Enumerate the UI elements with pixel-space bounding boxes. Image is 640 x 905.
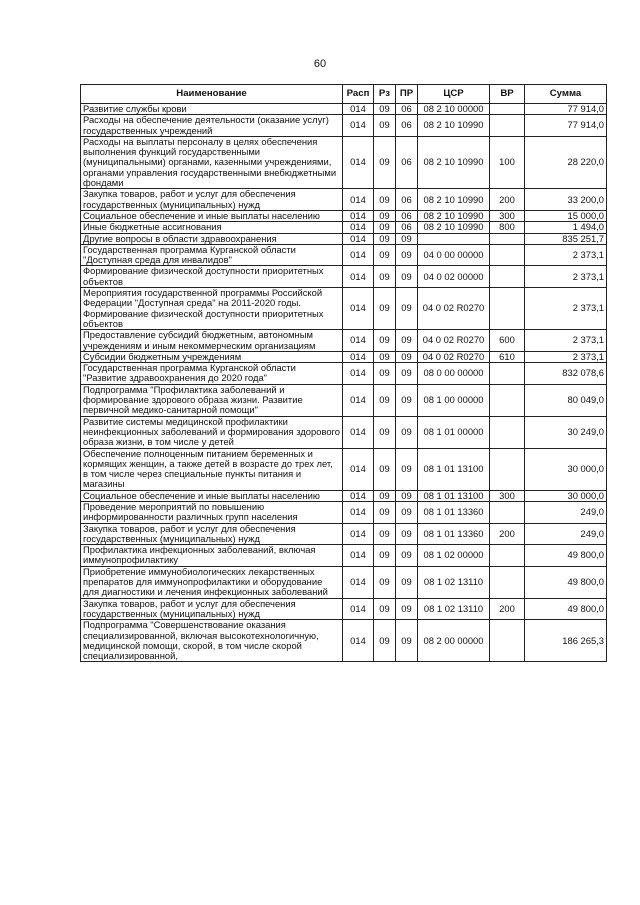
row-rasp: 014 xyxy=(343,501,374,523)
row-name: Расходы на выплаты персоналу в целях обеспечения выполнения функций государственными (муниципальными) органами, казенными учреждениями, органами управления государственными внебюджетными фондами xyxy=(81,136,343,188)
table-row xyxy=(81,620,607,662)
row-pr: 06 xyxy=(396,136,418,188)
row-rasp: 014 xyxy=(343,545,374,567)
row-rasp: 014 xyxy=(343,189,374,211)
row-rasp: 014 xyxy=(343,136,374,188)
row-name: Закупка товаров, работ и услуг для обеспечения государственных (муниципальных) нужд xyxy=(81,523,343,545)
table-row xyxy=(81,115,607,137)
row-rasp: 014 xyxy=(343,620,374,662)
row-vr xyxy=(490,416,525,448)
row-csr: 08 2 10 10990 xyxy=(418,189,490,211)
row-rasp: 014 xyxy=(343,523,374,545)
row-pr: 09 xyxy=(396,233,418,244)
row-rasp: 014 xyxy=(343,233,374,244)
row-rz: 09 xyxy=(374,448,396,490)
table-row xyxy=(81,523,607,545)
row-vr xyxy=(490,448,525,490)
column-header-pr: ПР xyxy=(396,85,418,104)
row-rz: 09 xyxy=(374,233,396,244)
row-vr xyxy=(490,288,525,330)
row-sum: 28 220,0 xyxy=(525,136,607,188)
row-sum: 33 200,0 xyxy=(525,189,607,211)
row-name: Приобретение иммунобиологических лекарственных препаратов для иммунопрофилактики и оборудование для диагностики и лечения инфекционных заболеваний xyxy=(81,566,343,598)
row-pr: 09 xyxy=(396,288,418,330)
row-pr: 09 xyxy=(396,351,418,362)
row-rz: 09 xyxy=(374,136,396,188)
row-pr: 06 xyxy=(396,104,418,115)
row-csr: 08 1 01 13100 xyxy=(418,448,490,490)
row-rz: 09 xyxy=(374,222,396,233)
row-csr: 08 2 10 00000 xyxy=(418,104,490,115)
row-rz: 09 xyxy=(374,330,396,352)
row-vr xyxy=(490,384,525,416)
row-sum: 249,0 xyxy=(525,501,607,523)
row-pr: 09 xyxy=(396,448,418,490)
column-header-vr: ВР xyxy=(490,85,525,104)
row-rz: 09 xyxy=(374,189,396,211)
row-rasp: 014 xyxy=(343,104,374,115)
row-sum: 832 078,6 xyxy=(525,363,607,385)
page-number: 60 xyxy=(313,58,327,70)
row-csr: 08 2 00 00000 xyxy=(418,620,490,662)
table-row xyxy=(81,136,607,188)
row-rz: 09 xyxy=(374,363,396,385)
row-vr: 300 xyxy=(490,210,525,221)
row-vr xyxy=(490,363,525,385)
row-pr: 06 xyxy=(396,222,418,233)
row-name: Расходы на обеспечение деятельности (оказание услуг) государственных учреждений xyxy=(81,115,343,137)
row-rz: 09 xyxy=(374,620,396,662)
row-vr: 200 xyxy=(490,523,525,545)
row-sum: 30 000,0 xyxy=(525,448,607,490)
row-sum: 1 494,0 xyxy=(525,222,607,233)
row-rz: 09 xyxy=(374,266,396,288)
row-rasp: 014 xyxy=(343,384,374,416)
row-pr: 09 xyxy=(396,266,418,288)
row-pr: 09 xyxy=(396,545,418,567)
row-rasp: 014 xyxy=(343,115,374,137)
row-csr: 04 0 02 R0270 xyxy=(418,288,490,330)
row-name: Мероприятия государственной программы Российской Федерации "Доступная среда" на 2011-2020 годы. Формирование физической доступности приоритетных объектов xyxy=(81,288,343,330)
row-rasp: 014 xyxy=(343,490,374,501)
row-name: Развитие системы медицинской профилактики неинфекционных заболеваний и формирования здорового образа жизни, в том числе у детей xyxy=(81,416,343,448)
row-vr xyxy=(490,233,525,244)
row-name: Субсидии бюджетным учреждениям xyxy=(81,351,343,362)
column-header-name: Наименование xyxy=(81,85,343,104)
table-row xyxy=(81,545,607,567)
row-sum: 49 800,0 xyxy=(525,566,607,598)
row-name: Закупка товаров, работ и услуг для обеспечения государственных (муниципальных) нужд xyxy=(81,598,343,620)
row-vr: 610 xyxy=(490,351,525,362)
row-pr: 06 xyxy=(396,115,418,137)
row-rasp: 014 xyxy=(343,244,374,266)
row-name: Социальное обеспечение и иные выплаты населению xyxy=(81,490,343,501)
row-rz: 09 xyxy=(374,523,396,545)
row-rz: 09 xyxy=(374,598,396,620)
row-sum: 2 373,1 xyxy=(525,351,607,362)
row-name: Предоставление субсидий бюджетным, автономным учреждениям и иным некоммерческим организациям xyxy=(81,330,343,352)
row-pr: 09 xyxy=(396,363,418,385)
row-name: Подпрограмма "Совершенствование оказания специализированной, включая высокотехнологичную, медицинской помощи, скорой, в том числе скорой специализированной, xyxy=(81,620,343,662)
table-row xyxy=(81,104,607,115)
table-row xyxy=(81,288,607,330)
row-sum: 30 249,0 xyxy=(525,416,607,448)
row-sum: 2 373,1 xyxy=(525,244,607,266)
row-name: Другие вопросы в области здравоохранения xyxy=(81,233,343,244)
row-pr: 09 xyxy=(396,416,418,448)
row-csr: 08 1 01 13360 xyxy=(418,501,490,523)
column-header-csr: ЦСР xyxy=(418,85,490,104)
row-vr xyxy=(490,501,525,523)
table-row xyxy=(81,566,607,598)
table-row xyxy=(81,330,607,352)
row-vr: 100 xyxy=(490,136,525,188)
row-rasp: 014 xyxy=(343,222,374,233)
row-rasp: 014 xyxy=(343,566,374,598)
table-row xyxy=(81,244,607,266)
row-vr xyxy=(490,566,525,598)
row-sum: 49 800,0 xyxy=(525,545,607,567)
row-rz: 09 xyxy=(374,288,396,330)
row-pr: 06 xyxy=(396,210,418,221)
table-row xyxy=(81,490,607,501)
row-csr: 08 1 01 13100 xyxy=(418,490,490,501)
row-pr: 09 xyxy=(396,598,418,620)
row-csr xyxy=(418,233,490,244)
row-csr: 08 2 10 10990 xyxy=(418,222,490,233)
table-header-row xyxy=(81,85,607,104)
row-vr xyxy=(490,545,525,567)
row-pr: 09 xyxy=(396,523,418,545)
row-csr: 04 0 02 R0270 xyxy=(418,351,490,362)
row-csr: 08 0 00 00000 xyxy=(418,363,490,385)
row-vr xyxy=(490,620,525,662)
column-header-rz: Рз xyxy=(374,85,396,104)
row-csr: 04 0 00 00000 xyxy=(418,244,490,266)
row-name: Профилактика инфекционных заболеваний, включая иммунопрофилактику xyxy=(81,545,343,567)
row-csr: 08 1 02 00000 xyxy=(418,545,490,567)
row-rasp: 014 xyxy=(343,598,374,620)
table-row xyxy=(81,416,607,448)
row-csr: 08 2 10 10990 xyxy=(418,210,490,221)
column-header-sum: Сумма xyxy=(525,85,607,104)
row-sum: 49 800,0 xyxy=(525,598,607,620)
row-sum: 77 914,0 xyxy=(525,115,607,137)
row-sum: 80 049,0 xyxy=(525,384,607,416)
table-row xyxy=(81,501,607,523)
row-vr xyxy=(490,244,525,266)
row-name: Закупка товаров, работ и услуг для обеспечения государственных (муниципальных) нужд xyxy=(81,189,343,211)
row-csr: 08 1 00 00000 xyxy=(418,384,490,416)
table-row xyxy=(81,233,607,244)
row-name: Государственная программа Курганской области "Развитие здравоохранения до 2020 года" xyxy=(81,363,343,385)
row-sum: 186 265,3 xyxy=(525,620,607,662)
row-name: Проведение мероприятий по повышению информированности различных групп населения xyxy=(81,501,343,523)
row-rz: 09 xyxy=(374,545,396,567)
row-csr: 04 0 02 00000 xyxy=(418,266,490,288)
row-sum: 835 251,7 xyxy=(525,233,607,244)
row-pr: 09 xyxy=(396,490,418,501)
table-row xyxy=(81,384,607,416)
row-sum: 2 373,1 xyxy=(525,330,607,352)
budget-table xyxy=(80,84,607,662)
row-rz: 09 xyxy=(374,244,396,266)
row-rasp: 014 xyxy=(343,266,374,288)
row-csr: 08 2 10 10990 xyxy=(418,136,490,188)
row-name: Подпрограмма "Профилактика заболеваний и формирование здорового образа жизни. Развитие первичной медико-санитарной помощи" xyxy=(81,384,343,416)
column-header-rasp: Расп xyxy=(343,85,374,104)
table-row xyxy=(81,363,607,385)
row-rz: 09 xyxy=(374,501,396,523)
row-sum: 30 000,0 xyxy=(525,490,607,501)
row-rz: 09 xyxy=(374,490,396,501)
row-sum: 2 373,1 xyxy=(525,288,607,330)
table-row xyxy=(81,222,607,233)
table-row xyxy=(81,189,607,211)
row-pr: 09 xyxy=(396,244,418,266)
row-csr: 04 0 02 R0270 xyxy=(418,330,490,352)
table-row xyxy=(81,598,607,620)
row-vr xyxy=(490,266,525,288)
row-rasp: 014 xyxy=(343,416,374,448)
row-rasp: 014 xyxy=(343,210,374,221)
row-pr: 09 xyxy=(396,620,418,662)
row-sum: 249,0 xyxy=(525,523,607,545)
row-rasp: 014 xyxy=(343,330,374,352)
row-csr: 08 1 02 13110 xyxy=(418,566,490,598)
table-row xyxy=(81,351,607,362)
row-pr: 09 xyxy=(396,501,418,523)
row-vr xyxy=(490,104,525,115)
row-csr: 08 1 01 00000 xyxy=(418,416,490,448)
row-sum: 15 000,0 xyxy=(525,210,607,221)
row-vr: 800 xyxy=(490,222,525,233)
row-rasp: 014 xyxy=(343,448,374,490)
row-rz: 09 xyxy=(374,384,396,416)
row-pr: 06 xyxy=(396,189,418,211)
row-csr: 08 2 10 10990 xyxy=(418,115,490,137)
row-sum: 2 373,1 xyxy=(525,266,607,288)
row-rasp: 014 xyxy=(343,288,374,330)
row-vr: 300 xyxy=(490,490,525,501)
row-name: Развитие службы крови xyxy=(81,104,343,115)
row-vr xyxy=(490,115,525,137)
row-vr: 200 xyxy=(490,598,525,620)
row-rz: 09 xyxy=(374,115,396,137)
row-name: Обеспечение полноценным питанием беременных и кормящих женщин, а также детей в возрасте до трех лет, в том числе через специальные пункты питания и магазины xyxy=(81,448,343,490)
row-rasp: 014 xyxy=(343,363,374,385)
row-name: Социальное обеспечение и иные выплаты населению xyxy=(81,210,343,221)
row-vr: 600 xyxy=(490,330,525,352)
row-rz: 09 xyxy=(374,104,396,115)
row-sum: 77 914,0 xyxy=(525,104,607,115)
row-rasp: 014 xyxy=(343,351,374,362)
row-name: Формирование физической доступности приоритетных объектов xyxy=(81,266,343,288)
row-pr: 09 xyxy=(396,330,418,352)
table-row xyxy=(81,266,607,288)
row-csr: 08 1 02 13110 xyxy=(418,598,490,620)
row-csr: 08 1 01 13360 xyxy=(418,523,490,545)
row-pr: 09 xyxy=(396,566,418,598)
row-rz: 09 xyxy=(374,416,396,448)
table-row xyxy=(81,210,607,221)
row-name: Государственная программа Курганской области "Доступная среда для инвалидов" xyxy=(81,244,343,266)
table-row xyxy=(81,448,607,490)
row-pr: 09 xyxy=(396,384,418,416)
row-name: Иные бюджетные ассигнования xyxy=(81,222,343,233)
row-vr: 200 xyxy=(490,189,525,211)
row-rz: 09 xyxy=(374,351,396,362)
row-rz: 09 xyxy=(374,210,396,221)
row-rz: 09 xyxy=(374,566,396,598)
